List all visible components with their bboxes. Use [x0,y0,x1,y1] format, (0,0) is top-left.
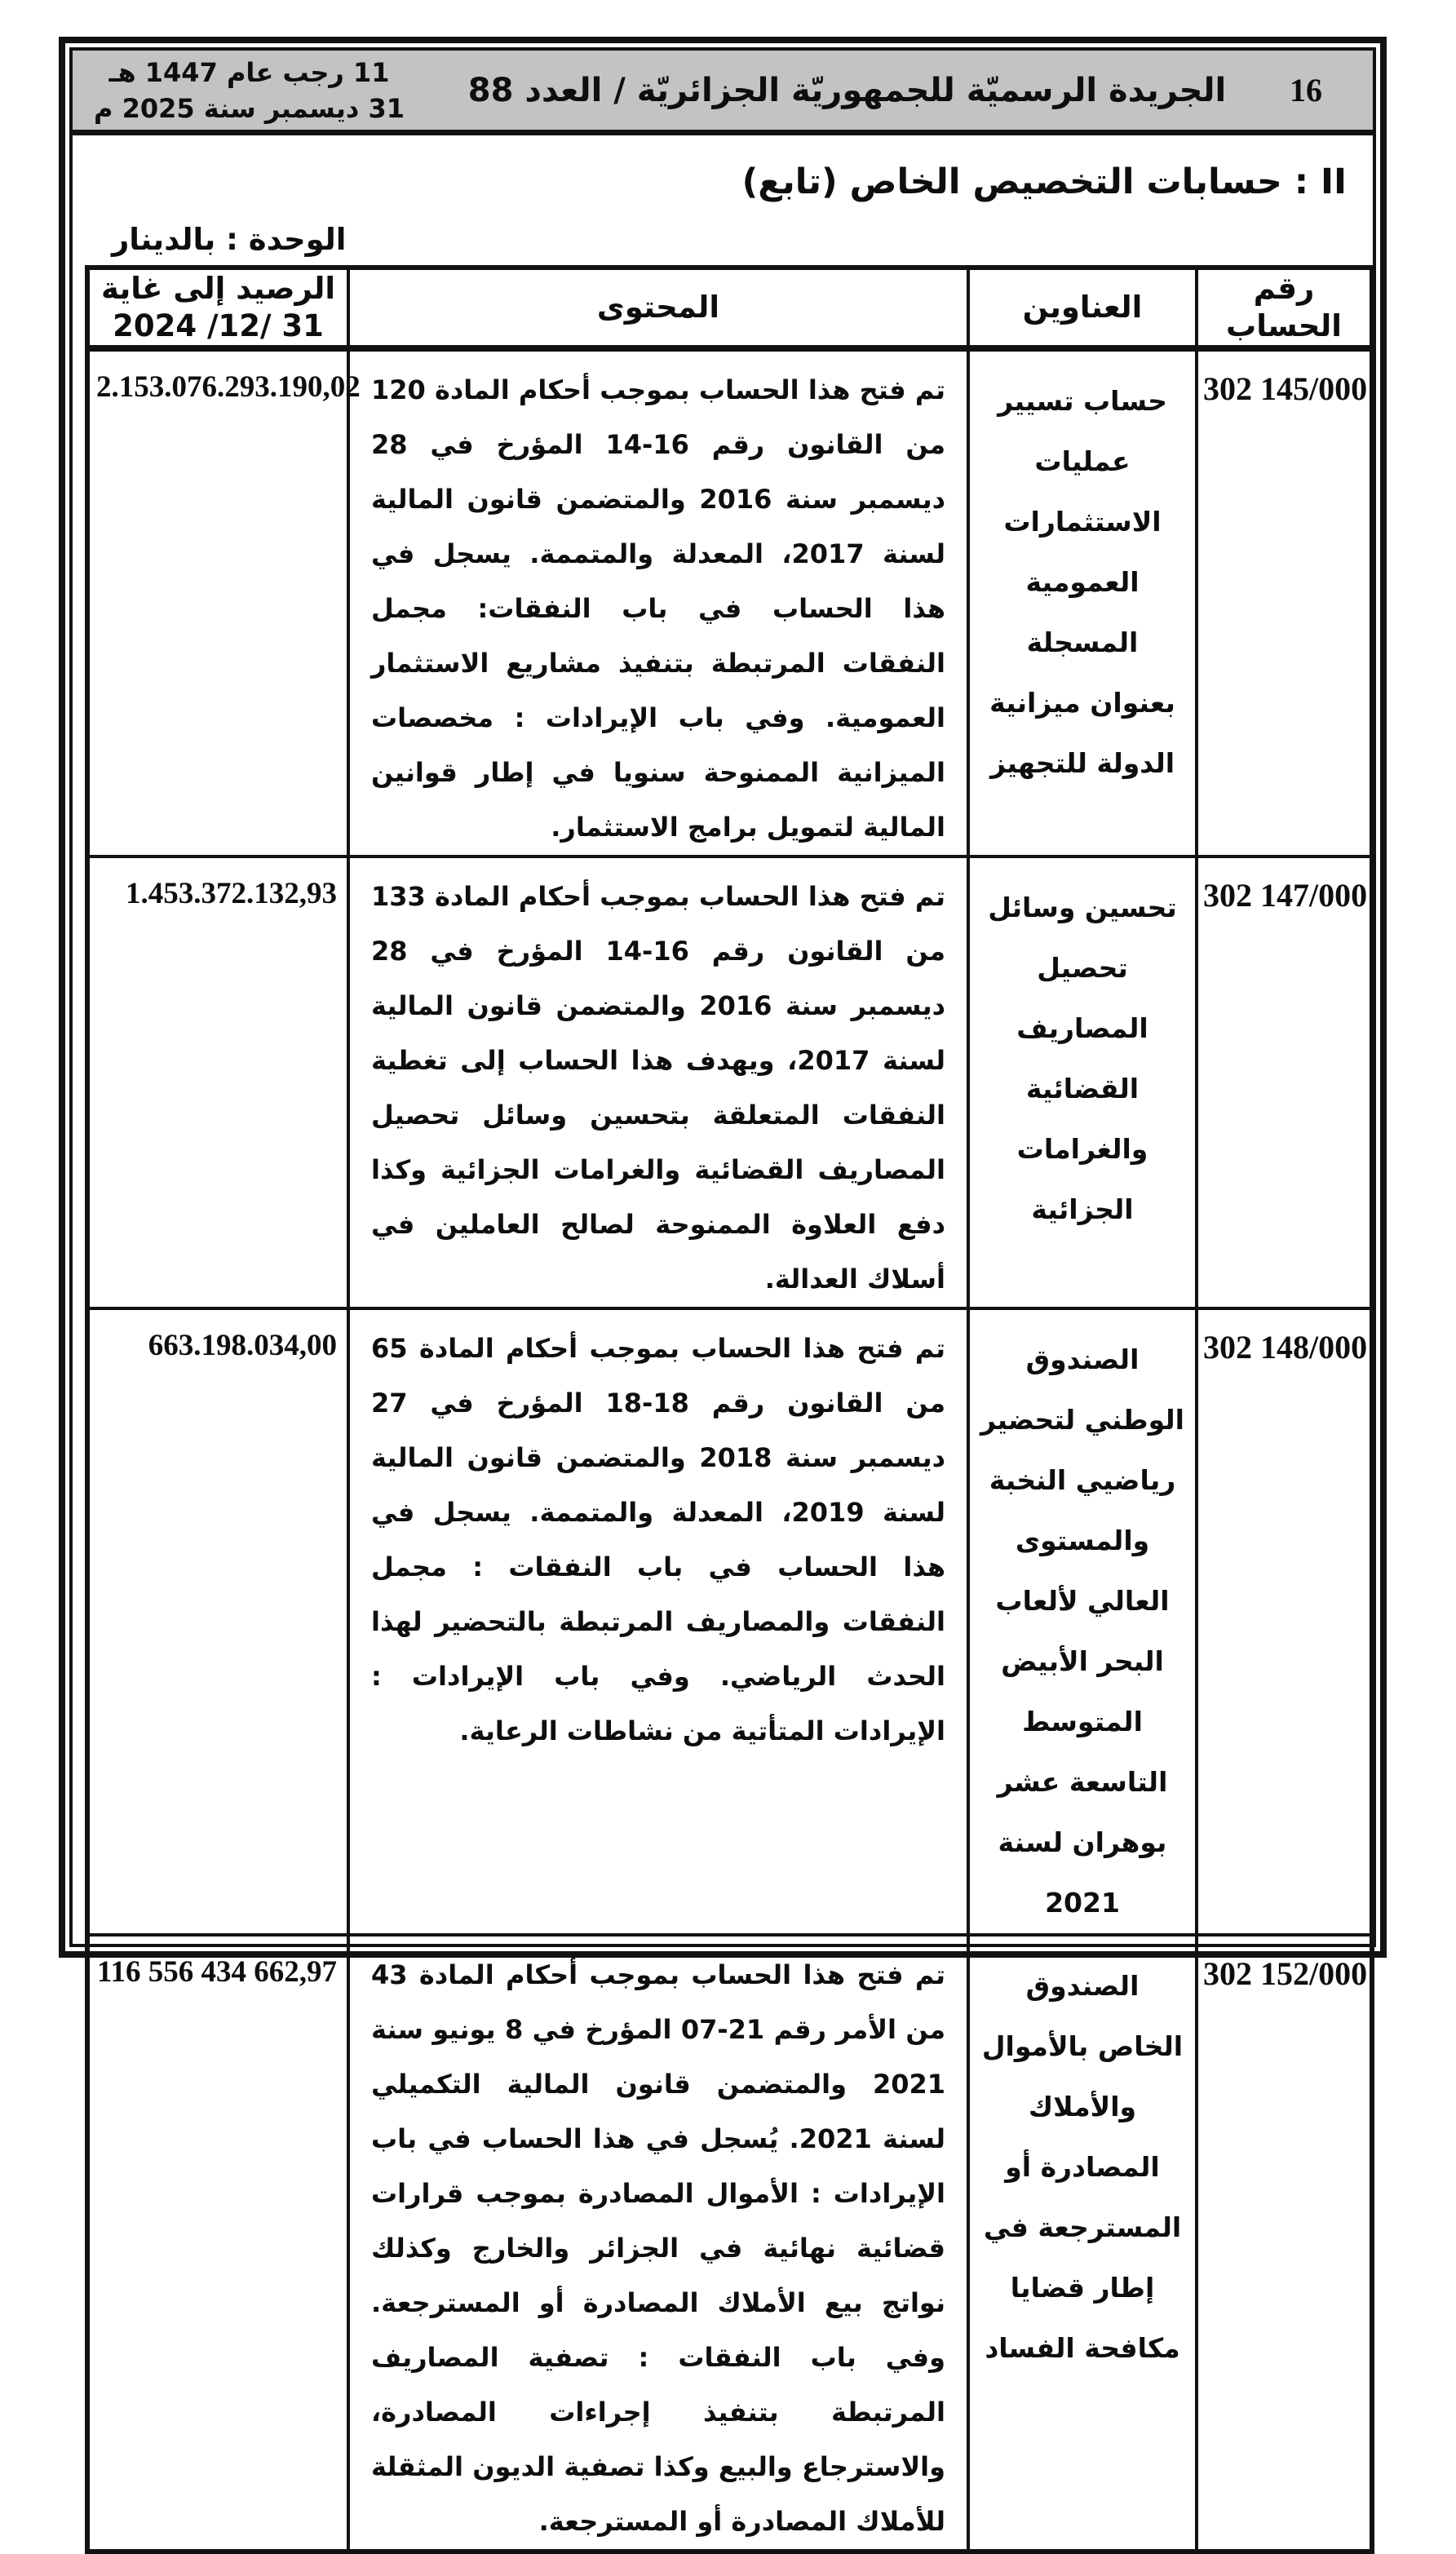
special-allocation-accounts-table [85,265,1374,2554]
masthead-dates [94,55,405,126]
balance-cell: 663.198.034,00 [87,1308,348,1935]
balance-cell: 2.153.076.293.190,02 [87,348,348,856]
page-frame-inner [69,47,1376,2537]
header-account-number: رقم الحساب [1197,268,1372,348]
title-cell: الصندوق الخاص بالأموال والأملاك المصادرة أو المسترجعة في إطار قضايا مكافحة الفساد [968,1935,1197,2552]
title-cell: الصندوق الوطني لتحضير رياضيي النخبة والمستوى العالي لألعاب البحر الأبيض المتوسط التاسعة عشر بوهران لسنة 2021 [968,1308,1197,1935]
account-number-cell: 302 148/000 [1197,1308,1372,1935]
gregorian-date: 31 ديسمبر سنة 2025 م [94,92,405,124]
content-cell: تم فتح هذا الحساب بموجب أحكام المادة 43 من الأمر رقم 21-07 المؤرخ في 8 يونيو سنة 2021 والمتضمن قانون المالية التكميلي لسنة 2021. يُسجل في هذا الحساب في باب الإيرادات : الأموال المصادرة بموجب قرارات قضائية نهائية في الجزائر والخارج وكذلك نواتج بيع الأملاك المصادرة أو المسترجعة. وفي باب النفقات : تصفية المصاريف المرتبطة بتنفيذ إجراءات المصادرة، والاسترجاع والبيع وكذا تصفية الديون المثقلة للأملاك المصادرة أو المسترجعة. [348,1935,968,2552]
balance-cell: 1.453.372.132,93 [87,856,348,1308]
table-row [87,1935,1372,2552]
hijri-date: 11 رجب عام 1447 هـ [108,56,390,88]
header-balance-line2: 31 /12/ 2024 [113,308,324,343]
page-frame [59,37,1387,2537]
content-cell: تم فتح هذا الحساب بموجب أحكام المادة 65 من القانون رقم 18-18 المؤرخ في 27 ديسمبر سنة 2018 والمتضمن قانون المالية لسنة 2019، المعدلة والمتممة. يسجل في هذا الحساب في باب النفقات : مجمل النفقات والمصاريف المرتبطة بالتحضير لهذا الحدث الرياضي. وفي باب الإيرادات : الإيرادات المتأتية من نشاطات الرعاية. [348,1308,968,1935]
table-header-row [87,268,1372,348]
unit-label: الوحدة : بالدينار [112,222,347,257]
account-number-cell: 302 152/000 [1197,1935,1372,2552]
header-content: المحتوى [348,268,968,348]
account-number-cell: 302 145/000 [1197,348,1372,856]
header-balance [87,268,348,348]
title-cell: تحسين وسائل تحصيل المصاريف القضائية والغرامات الجزائية [968,856,1197,1308]
account-number-cell: 302 147/000 [1197,856,1372,1308]
balance-cell: 116 556 434 662,97 [87,1935,348,2552]
table-row [87,856,1372,1308]
journal-title: الجريدة الرسميّة للجمهوريّة الجزائريّة / العدد 88 [467,71,1227,109]
page-number: 16 [1289,72,1322,108]
masthead [73,51,1373,135]
content-cell: تم فتح هذا الحساب بموجب أحكام المادة 120 من القانون رقم 16-14 المؤرخ في 28 ديسمبر سنة 2016 والمتضمن قانون المالية لسنة 2017، المعدلة والمتممة. يسجل في هذا الحساب في باب النفقات: مجمل النفقات المرتبطة بتنفيذ مشاريع الاستثمار العمومية. وفي باب الإيرادات : مخصصات الميزانية الممنوحة سنويا في إطار قوانين المالية لتمويل برامج الاستثمار. [348,348,968,856]
table-row [87,1308,1372,1935]
table-row [87,348,1372,856]
header-balance-line1: الرصيد إلى غاية [100,271,336,306]
section-title: II : حسابات التخصيص الخاص (تابع) [741,162,1347,202]
title-cell: حساب تسيير عمليات الاستثمارات العمومية المسجلة بعنوان ميزانية الدولة للتجهيز [968,348,1197,856]
header-titles: العناوين [968,268,1197,348]
content-cell: تم فتح هذا الحساب بموجب أحكام المادة 133 من القانون رقم 16-14 المؤرخ في 28 ديسمبر سنة 2016 والمتضمن قانون المالية لسنة 2017، ويهدف هذا الحساب إلى تغطية النفقات المتعلقة بتحسين وسائل تحصيل المصاريف القضائية والغرامات الجزائية وكذا دفع العلاوة الممنوحة لصالح العاملين في أسلاك العدالة. [348,856,968,1308]
